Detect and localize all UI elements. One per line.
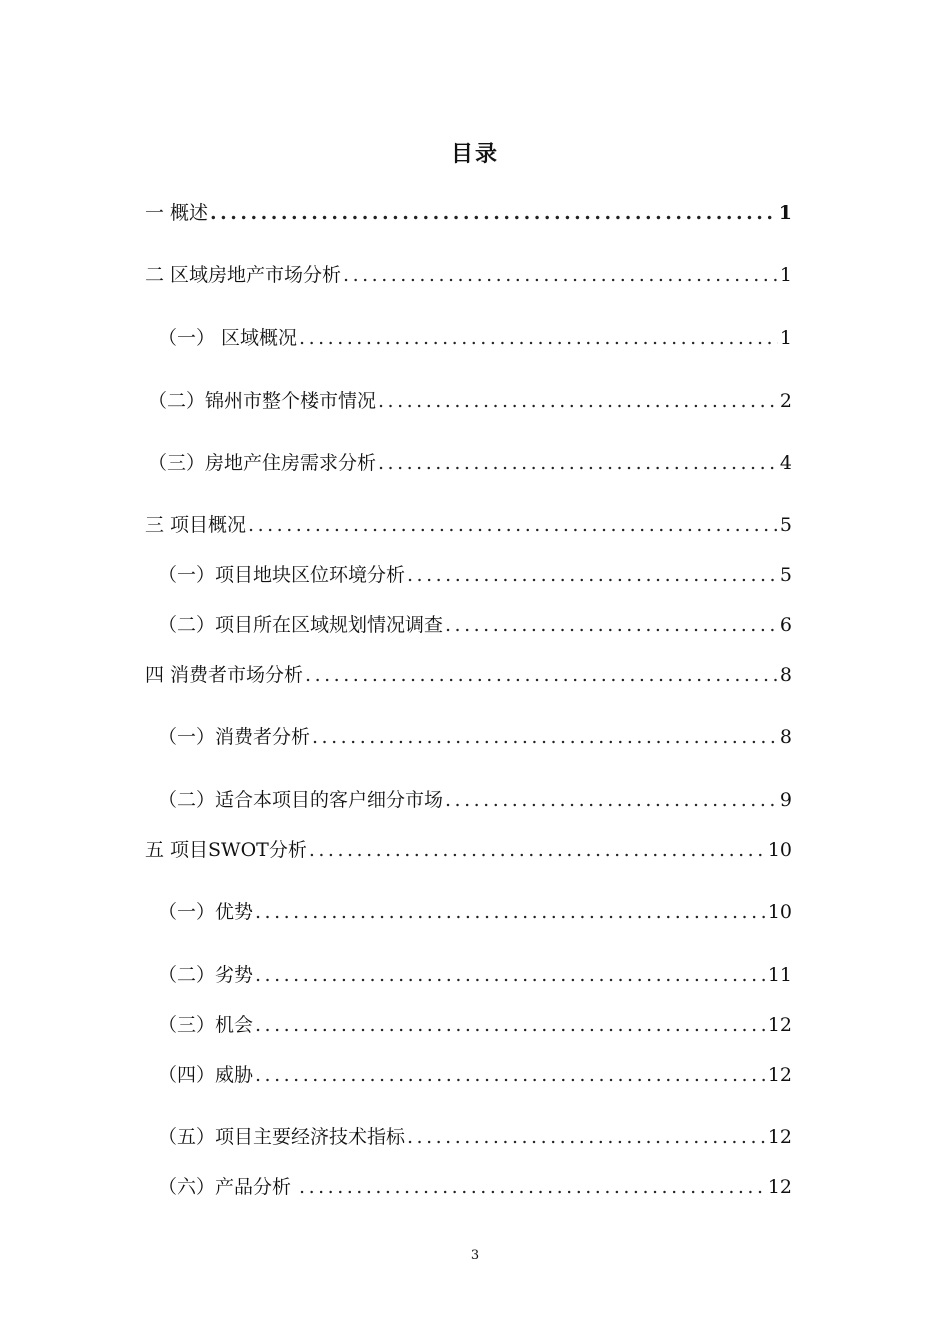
toc-entry-label: 五 项目SWOT分析 [145, 839, 307, 861]
toc-entry-page: 4 [779, 452, 792, 474]
toc-entry-page: 12 [767, 1176, 792, 1198]
toc-entry-regional-market[interactable] [145, 260, 792, 290]
toc-entry-jinzhou-market[interactable] [148, 386, 792, 416]
toc-entry-economic-indicators[interactable] [158, 1122, 792, 1152]
toc-entry-housing-demand[interactable] [148, 448, 792, 478]
toc-entry-label: 二 区域房地产市场分析 [145, 264, 342, 286]
toc-leader-dots [305, 660, 778, 690]
toc-leader-dots [378, 448, 778, 478]
toc-entry-label: 三 项目概况 [145, 514, 247, 536]
toc-leader-dots [407, 560, 778, 590]
toc-entry-area-planning[interactable] [158, 610, 792, 640]
toc-entry-page: 12 [767, 1064, 792, 1086]
toc-leader-dots [407, 1122, 766, 1152]
toc-entry-page: 6 [779, 614, 792, 636]
toc-entry-page: 9 [779, 789, 792, 811]
toc-entry-overview[interactable] [145, 198, 792, 228]
toc-entry-customer-segments[interactable] [158, 785, 792, 815]
toc-entry-page: 12 [767, 1014, 792, 1036]
toc-leader-dots [309, 835, 766, 865]
toc-leader-dots [299, 1172, 766, 1202]
toc-entry-opportunities[interactable] [158, 1010, 792, 1040]
toc-entry-page: 1 [778, 202, 792, 224]
toc-entry-label: （二）项目所在区域规划情况调查 [158, 614, 444, 636]
toc-entry-page: 5 [779, 564, 792, 586]
toc-entry-page: 5 [779, 514, 792, 536]
toc-entry-label: （一）优势 [158, 901, 254, 923]
toc-entry-label: （二）锦州市整个楼市情况 [148, 390, 377, 412]
toc-entry-label: 四 消费者市场分析 [145, 664, 304, 686]
toc-leader-dots [210, 198, 777, 228]
document-title: 目录 [450, 141, 499, 167]
toc-entry-page: 11 [767, 964, 792, 986]
toc-entry-weaknesses[interactable] [158, 960, 792, 990]
toc-entry-product-analysis[interactable] [158, 1172, 792, 1202]
toc-entry-label: （三）房地产住房需求分析 [148, 452, 377, 474]
toc-entry-page: 1 [779, 327, 792, 349]
toc-entry-page: 8 [779, 664, 792, 686]
toc-leader-dots [248, 510, 778, 540]
toc-entry-page: 12 [767, 1126, 792, 1148]
toc-entry-label: （四）威胁 [158, 1064, 254, 1086]
toc-leader-dots [445, 785, 778, 815]
toc-entry-site-location[interactable] [158, 560, 792, 590]
toc-entry-consumer-analysis[interactable] [158, 722, 792, 752]
toc-entry-consumer-market[interactable] [145, 660, 792, 690]
toc-entry-project-overview[interactable] [145, 510, 792, 540]
toc-entry-strengths[interactable] [158, 897, 792, 927]
toc-leader-dots [255, 897, 766, 927]
toc-entry-label: （三）机会 [158, 1014, 254, 1036]
toc-leader-dots [299, 323, 778, 353]
toc-leader-dots [255, 960, 766, 990]
toc-leader-dots [312, 722, 778, 752]
page-number: 3 [470, 1248, 480, 1263]
toc-leader-dots [343, 260, 778, 290]
toc-entry-label: （一） 区域概况 [158, 327, 298, 349]
toc-entry-label: （六）产品分析 [158, 1176, 298, 1198]
toc-entry-page: 10 [767, 901, 792, 923]
toc-entry-page: 1 [779, 264, 792, 286]
toc-entry-threats[interactable] [158, 1060, 792, 1090]
toc-leader-dots [255, 1060, 766, 1090]
toc-entry-label: （一）消费者分析 [158, 726, 311, 748]
toc-leader-dots [255, 1010, 766, 1040]
toc-entry-page: 2 [779, 390, 792, 412]
toc-leader-dots [378, 386, 778, 416]
toc-entry-swot[interactable] [145, 835, 792, 865]
toc-entry-label: （一）项目地块区位环境分析 [158, 564, 406, 586]
toc-entry-page: 10 [767, 839, 792, 861]
toc-entry-regional-overview[interactable] [158, 323, 792, 353]
toc-entry-label: 一 概述 [145, 202, 209, 224]
toc-entry-label: （二）适合本项目的客户细分市场 [158, 789, 444, 811]
toc-leader-dots [445, 610, 778, 640]
toc-entry-page: 8 [779, 726, 792, 748]
toc-entry-label: （五）项目主要经济技术指标 [158, 1126, 406, 1148]
toc-entry-label: （二）劣势 [158, 964, 254, 986]
